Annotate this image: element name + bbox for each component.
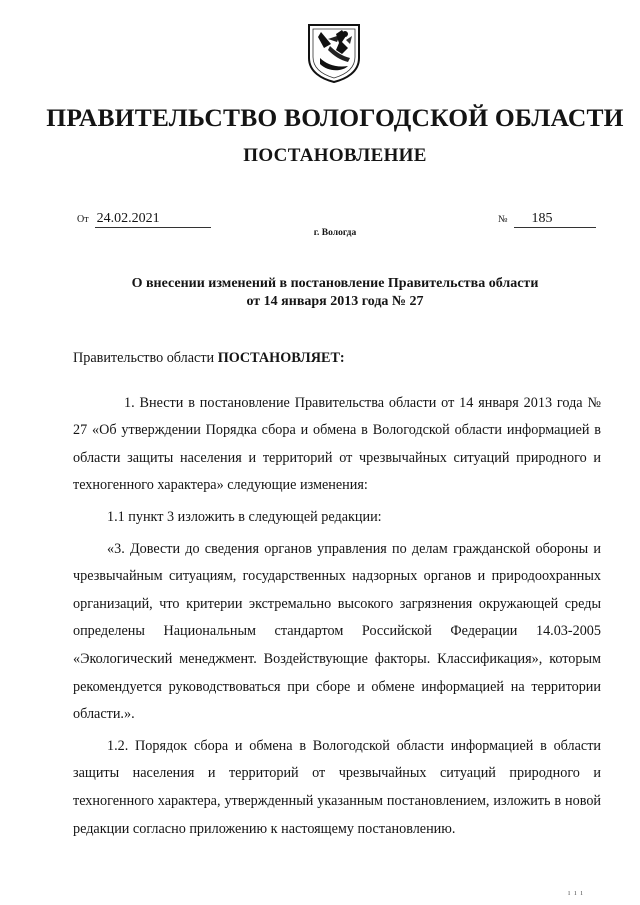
document-subject bbox=[90, 275, 580, 311]
paragraph-1-2: 1.2. Порядок сбора и обмена в Вологодской области информацией в области защиты населения и территорий от чрезвычайных ситуаций природного и техногенного характера, утвержденный указанным постановлением, изложить в новой редакции согласно приложению к настоящему постановлению. bbox=[73, 737, 601, 837]
paragraph-1: 1. Внести в постановление Правительства области от 14 января 2013 года № 27 «Об утверждении Порядка сбора и обмена в Вологодской области информацией в области защиты населения и территорий от чрезвычайных ситуаций природного и техногенного характера» следующие изменения: bbox=[73, 394, 601, 494]
document-date bbox=[77, 211, 211, 228]
date-prefix: От bbox=[77, 214, 89, 225]
document-body bbox=[73, 345, 601, 843]
intro-text: Правительство области bbox=[73, 350, 218, 366]
intro-decree-word: ПОСТАНОВЛЯЕТ: bbox=[217, 350, 345, 366]
government-title: ПРАВИТЕЛЬСТВО ВОЛОГОДСКОЙ ОБЛАСТИ bbox=[46, 103, 624, 132]
number-value: 185 bbox=[514, 211, 596, 228]
date-value: 24.02.2021 bbox=[95, 211, 211, 228]
city-label: г. Вологда bbox=[313, 228, 357, 238]
subject-line-2: от 14 января 2013 года № 27 bbox=[246, 294, 424, 309]
number-prefix: № bbox=[498, 214, 508, 225]
document-type: ПОСТАНОВЛЕНИЕ bbox=[243, 145, 427, 166]
document-number bbox=[498, 211, 596, 228]
intro-paragraph bbox=[73, 345, 601, 373]
paragraph-1-1: 1.1 пункт 3 изложить в следующей редакции: bbox=[107, 508, 382, 525]
vologda-coat-of-arms-icon bbox=[306, 22, 362, 84]
subject-line-1: О внесении изменений в постановление Правительства области bbox=[131, 276, 539, 291]
paragraph-1-1-quote: «3. Довести до сведения органов управления по делам гражданской обороны и чрезвычайным ситуациям, государственных надзорных органов и природоохранных организаций, что критерии экстремально высокого загрязнения окружающей среды определены Национальным стандартом Российской Федерации 14.03-2005 «Экологический менеджмент. Воздействующие факторы. Классификация», которым рекомендуется руководствоваться при сборе и обмене информацией на территории области.». bbox=[73, 540, 601, 723]
page-corner-mark: ı ı ı bbox=[568, 888, 584, 897]
